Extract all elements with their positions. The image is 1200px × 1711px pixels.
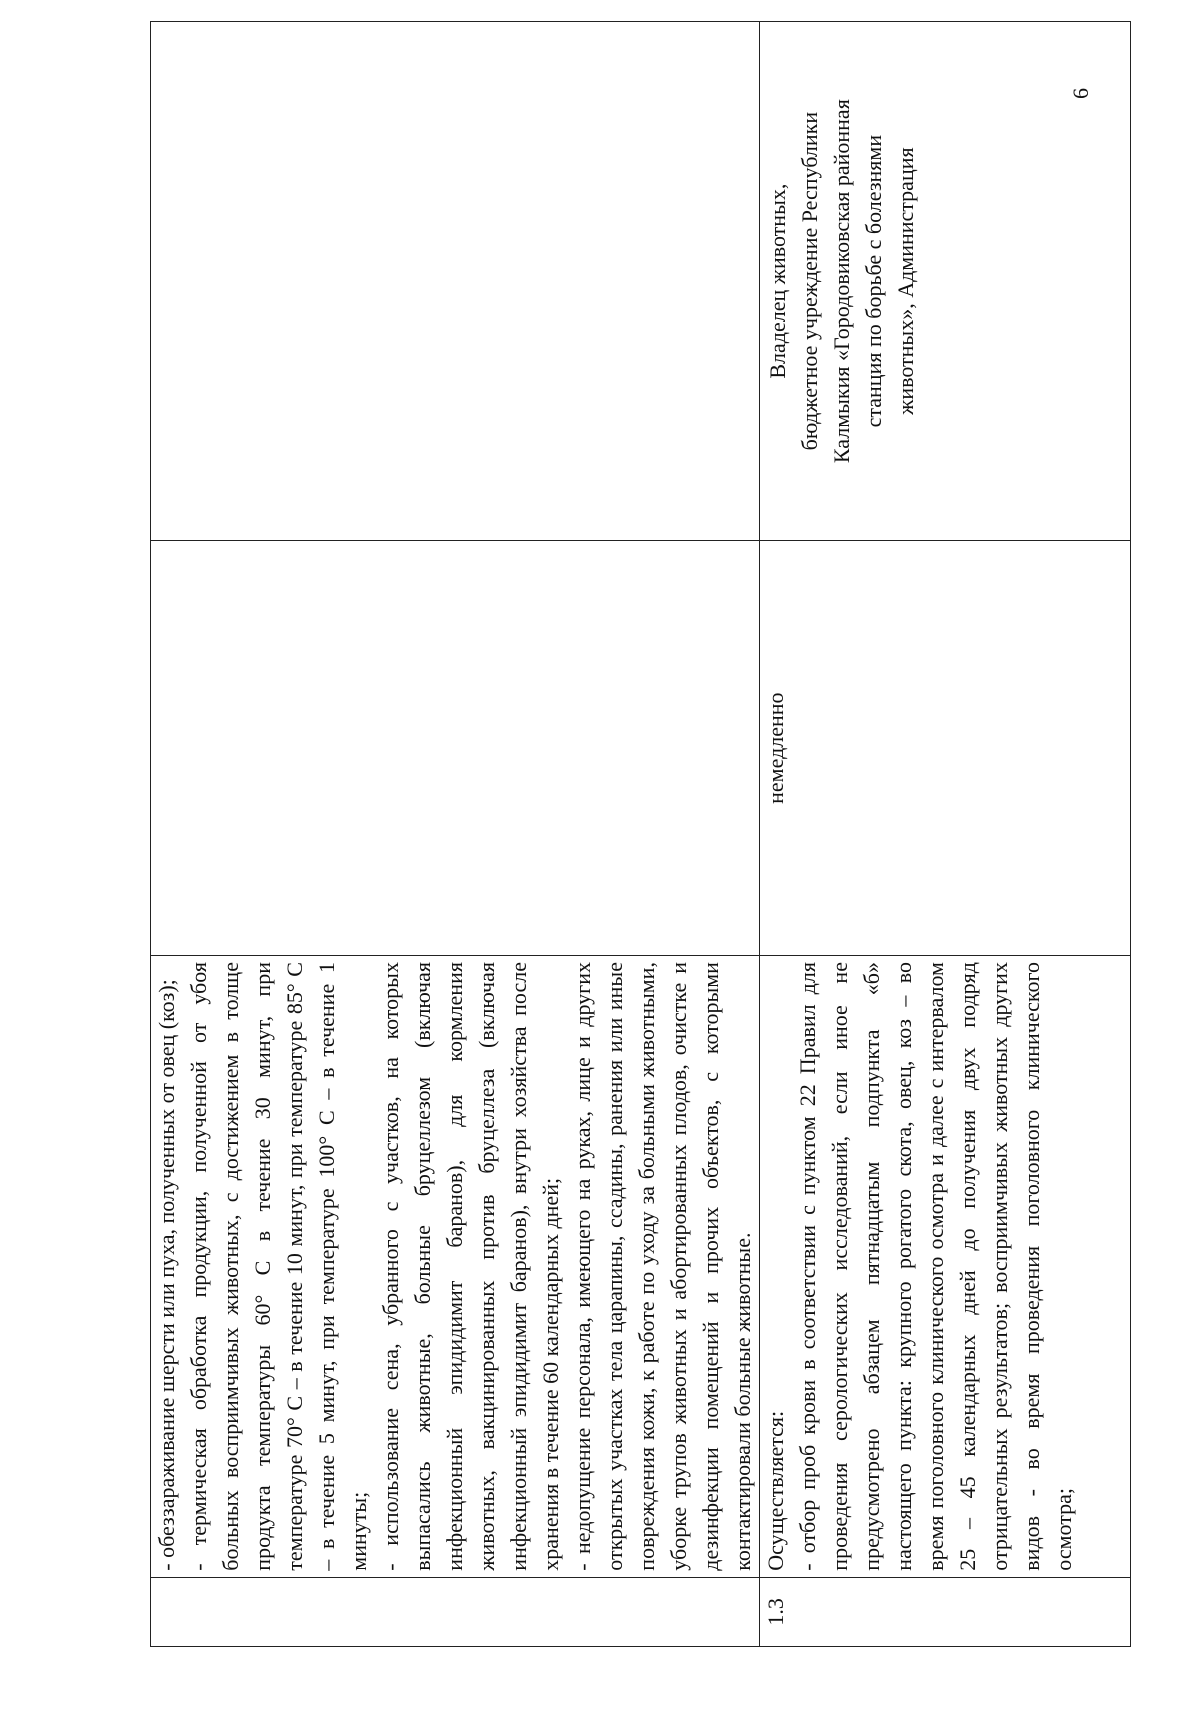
text-line: минуты; <box>346 1491 371 1571</box>
text-line: предусмотрено абзацем пятнадцатым подпункта «б» <box>859 962 884 1571</box>
text-line: выпасались животные, больные бруцеллезом (включая <box>410 962 435 1571</box>
text-line: продукта температуры 60° С в течение 30 минут, при <box>250 962 275 1571</box>
table-row <box>760 22 1131 1647</box>
responsible-block <box>760 28 922 534</box>
text-line: - термическая обработка продукции, полученной от убоя <box>186 962 211 1571</box>
measures-table <box>150 21 1131 1647</box>
responsible-line: Владелец животных, <box>765 183 790 379</box>
text-line: контактировали больные животные. <box>730 1232 755 1571</box>
text-line: – в течение 5 минут, при температуре 100° С – в течение 1 <box>314 962 339 1571</box>
text-line: животных, вакцинированных против бруцеллеза (включая <box>474 962 499 1571</box>
text-line: температуре 70° С – в течение 10 минут, при температуре 85° С <box>282 962 307 1571</box>
text-line: - использование сена, убранного с участков, на которых <box>378 962 403 1571</box>
text-line: видов - во время проведения поголовного клинического <box>1019 962 1044 1571</box>
text-line: настоящего пункта: крупного рогатого скота, овец, коз – во <box>891 962 916 1571</box>
responsible-line: бюджетное учреждение Республики <box>797 111 822 451</box>
text-line: инфекционный эпидидимит баранов), внутри хозяйства после <box>506 962 531 1571</box>
measure-text-cell <box>760 956 1131 1578</box>
text-line: отрицательных результатов; восприимчивых животных других <box>987 962 1012 1571</box>
text-line: хранения в течение 60 календарных дней; <box>538 1177 563 1571</box>
text-line: уборке трупов животных и абортированных плодов, очистке и <box>666 962 691 1571</box>
responsible-line: животных», Администрация <box>893 147 918 415</box>
text-line: повреждения кожи, к работе по уходу за больными животными, <box>634 962 659 1571</box>
text-line: 25 – 45 календарных дней до получения двух подряд <box>955 962 980 1571</box>
text-line: проведения серологических исследований, если иное не <box>827 962 852 1571</box>
responsible-line: Калмыкия «Городовиковская районная <box>829 99 854 464</box>
page-number: 6 <box>1068 88 1093 99</box>
text-line: осмотра; <box>1051 1487 1076 1571</box>
text-line: - обеззараживание шерсти или пуха, полученных от овец (коз); <box>154 979 179 1571</box>
text-line: - недопущение персонала, имеющего на руках, лице и других <box>570 962 595 1571</box>
term-cell <box>151 541 760 956</box>
text-line: инфекционный эпидидимит баранов), для кормления <box>442 962 467 1571</box>
measure-text-cell <box>151 956 760 1578</box>
text-line: дезинфекции помещений и прочих объектов, с которыми <box>698 962 723 1571</box>
row-number-cell <box>151 1577 760 1646</box>
text-line: время поголовного клинического осмотра и далее с интервалом <box>923 962 948 1571</box>
responsible-cell <box>151 22 760 541</box>
text-line: - отбор проб крови в соответствии с пунктом 22 Правил для <box>795 962 820 1571</box>
responsible-line: станция по борьбе с болезнями <box>861 134 886 428</box>
term-cell: немедленно <box>760 541 1131 956</box>
row-number-cell: 1.3 <box>760 1577 1131 1646</box>
table-row <box>151 22 760 1647</box>
text-line: Осуществляется: <box>763 1410 788 1571</box>
text-line: открытых участках тела царапины, ссадины, ранения или иные <box>602 962 627 1571</box>
text-line: больных восприимчивых животных, с достижением в толще <box>218 962 243 1571</box>
responsible-cell <box>760 22 1131 541</box>
